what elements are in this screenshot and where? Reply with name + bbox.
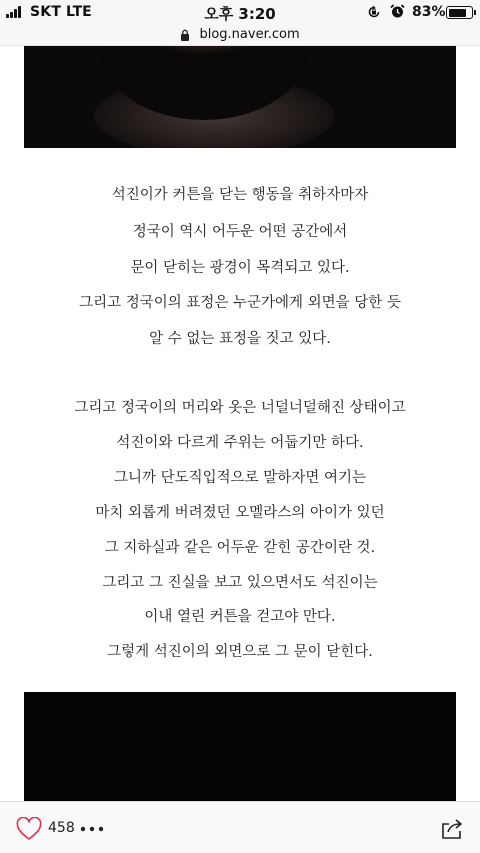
text-line: 정국이 역시 어두운 어떤 공간에서 <box>132 224 348 240</box>
text-line: 마치 외롭게 버려졌던 오멜라스의 아이가 있던 <box>95 505 385 521</box>
share-icon[interactable] <box>440 816 464 840</box>
post-image-bottom[interactable] <box>24 692 456 812</box>
battery-level <box>449 9 466 17</box>
alarm-icon <box>390 4 405 19</box>
more-icon[interactable] <box>80 826 104 832</box>
url-text: blog.naver.com <box>199 27 300 42</box>
clock: 오후 3:20 <box>204 5 276 23</box>
text-line: 그니까 단도직입적으로 말하자면 여기는 <box>114 470 366 486</box>
lock-icon <box>180 29 190 41</box>
rotation-lock-icon <box>367 5 381 19</box>
text-line: 그리고 그 진실을 보고 있으면서도 석진이는 <box>102 575 378 591</box>
status-bar <box>0 0 480 24</box>
text-line: 알 수 없는 표정을 짓고 있다. <box>149 331 331 347</box>
bottom-toolbar <box>0 801 480 853</box>
carrier-label: SKT <box>30 4 62 20</box>
text-line: 문이 닫히는 광경이 목격되고 있다. <box>130 260 350 276</box>
text-line: 그 지하실과 같은 어두운 갇힌 공간이란 것. <box>104 540 376 556</box>
text-line: 이내 열린 커튼을 걷고야 만다. <box>144 609 336 625</box>
text-line: 석진이가 커튼을 닫는 행동을 취하자마자 <box>111 187 369 203</box>
battery-icon <box>446 6 473 19</box>
battery-percent: 83% <box>412 4 446 20</box>
url-bar[interactable] <box>0 24 480 46</box>
heart-icon[interactable] <box>16 817 42 841</box>
text-line: 석진이와 다르게 주위는 어둡기만 하다. <box>116 435 364 451</box>
network-label: LTE <box>66 4 92 20</box>
text-line: 그리고 정국이의 표정은 누군가에게 외면을 당한 듯 <box>79 295 401 311</box>
post-image-top[interactable] <box>24 46 456 148</box>
like-count[interactable]: 458 <box>48 820 75 836</box>
text-line: 그렇게 석진이의 외면으로 그 문이 닫힌다. <box>107 644 373 660</box>
text-line: 그리고 정국이의 머리와 옷은 너덜너덜해진 상태이고 <box>74 400 406 416</box>
battery-nub <box>474 10 476 15</box>
face-photo <box>24 46 456 148</box>
